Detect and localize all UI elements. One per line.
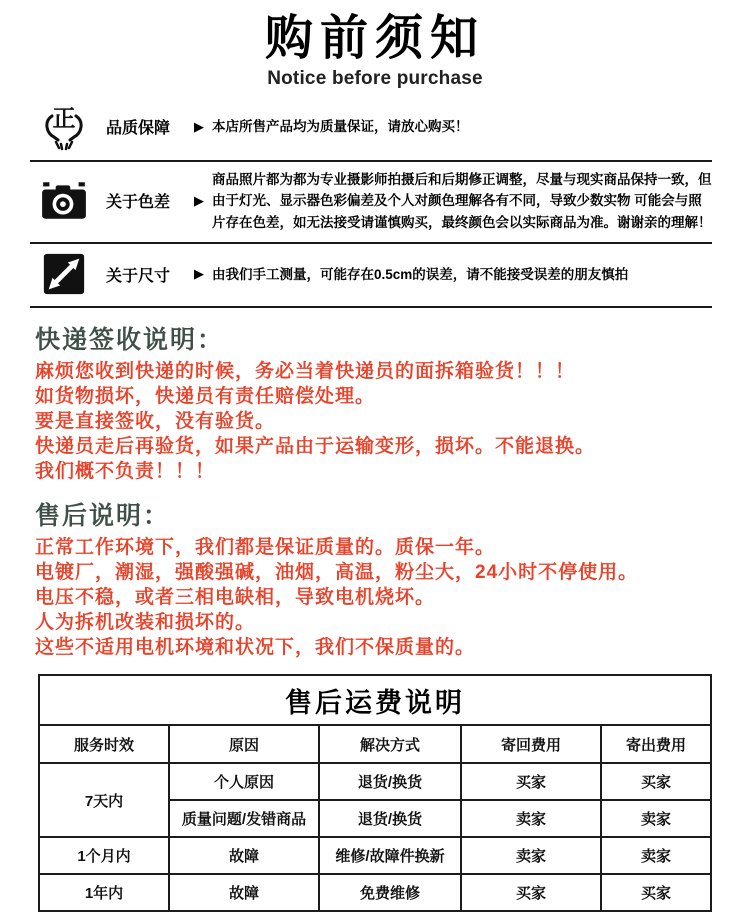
col-header-return-fee: 寄回费用 — [461, 725, 601, 763]
page-subtitle: Notice before purchase — [267, 67, 483, 89]
aftersale-line: 正常工作环境下，我们都是保证质量的。质保一年。 — [35, 537, 496, 559]
aftersale-section-heading: 售后说明： — [35, 502, 171, 531]
notice-text-color: 商品照片都为都为专业摄影师拍摄后和后期修正调整，尽量与现实商品保持一致，但由于灯光、显示器色彩偏差及个人对颜色理解各有不同，导致少数实物 可能会与照片存在色差，如无法接受请谨慎购买，最终颜色会以实际商品为准。谢谢亲的理解！ — [212, 171, 712, 230]
cell-return-fee: 卖家 — [461, 837, 601, 874]
cell-period: 7天内 — [39, 763, 169, 837]
cell-reason: 质量问题/发错商品 — [169, 800, 319, 837]
page-title: 购前须知 — [264, 12, 485, 65]
delivery-line: 麻烦您收到快递的时候，务必当着快递员的面拆箱验货！！！ — [35, 361, 576, 383]
cell-reason: 故障 — [169, 837, 319, 874]
delivery-line: 我们概不负责！！！ — [35, 461, 216, 483]
notice-list — [30, 96, 712, 309]
camera-icon — [38, 176, 90, 226]
cell-send-fee: 买家 — [601, 874, 711, 911]
notice-label-size: 关于尺寸 — [106, 267, 171, 285]
notice-label-quality: 品质保障 — [106, 120, 171, 138]
triangle-bullet-icon: ▶ — [194, 118, 204, 134]
col-header-service-period: 服务时效 — [39, 725, 169, 763]
col-header-reason: 原因 — [169, 725, 319, 763]
freight-table — [38, 674, 712, 912]
cell-return-fee: 卖家 — [461, 800, 601, 837]
delivery-signoff-section — [35, 320, 720, 484]
triangle-bullet-icon: ▶ — [194, 192, 204, 208]
cell-reason: 故障 — [169, 874, 319, 911]
cell-return-fee: 买家 — [461, 763, 601, 800]
cell-send-fee: 卖家 — [601, 837, 711, 874]
delivery-line: 快递员走后再验货，如果产品由于运输变形，损坏。不能退换。 — [35, 436, 596, 458]
cell-solution: 退货/换货 — [319, 800, 461, 837]
cell-solution: 退货/换货 — [319, 763, 461, 800]
freight-table-header-row — [39, 725, 711, 763]
aftersale-line: 这些不适用电机环境和状况下，我们不保质量的。 — [35, 637, 476, 659]
svg-text:正: 正 — [52, 104, 76, 131]
freight-table-title: 售后运费说明 — [39, 675, 711, 725]
delivery-line: 要是直接签收，没有验货。 — [35, 411, 276, 433]
cell-solution: 免费维修 — [319, 874, 461, 911]
notice-label-color: 关于色差 — [106, 194, 171, 212]
quality-hands-icon — [38, 103, 90, 151]
aftersale-line: 电镀厂，潮湿，强酸强碱，油烟，高温，粉尘大，24小时不停使用。 — [35, 562, 639, 584]
cell-return-fee: 买家 — [461, 874, 601, 911]
header — [0, 0, 750, 90]
notice-text-size: 由我们手工测量，可能存在0.5cm的误差，请不能接受误差的朋友慎拍 — [212, 266, 629, 282]
table-row — [39, 874, 711, 911]
col-header-send-fee: 寄出费用 — [601, 725, 711, 763]
cell-period: 1个月内 — [39, 837, 169, 874]
notice-row-color — [30, 162, 712, 245]
cell-reason: 个人原因 — [169, 763, 319, 800]
triangle-bullet-icon: ▶ — [194, 266, 204, 282]
notice-row-quality — [30, 96, 712, 162]
aftersale-line: 人为拆机改装和损坏的。 — [35, 612, 256, 634]
cell-send-fee: 卖家 — [601, 800, 711, 837]
cell-send-fee: 买家 — [601, 763, 711, 800]
cell-period: 1年内 — [39, 874, 169, 911]
delivery-section-heading: 快递签收说明： — [35, 326, 225, 355]
notice-text-quality: 本店所售产品均为质量保证，请放心购买！ — [212, 118, 469, 134]
notice-row-size — [30, 244, 712, 308]
aftersale-line: 电压不稳，或者三相电缺相，导致电机烧坏。 — [35, 587, 436, 609]
table-row — [39, 763, 711, 800]
cell-solution: 维修/故障件换新 — [319, 837, 461, 874]
freight-table-title-row — [39, 675, 711, 725]
table-row — [39, 837, 711, 874]
size-arrow-icon — [38, 251, 90, 297]
aftersale-section — [35, 496, 720, 660]
delivery-line: 如货物损坏，快递员有责任赔偿处理。 — [35, 386, 376, 408]
col-header-solution: 解决方式 — [319, 725, 461, 763]
